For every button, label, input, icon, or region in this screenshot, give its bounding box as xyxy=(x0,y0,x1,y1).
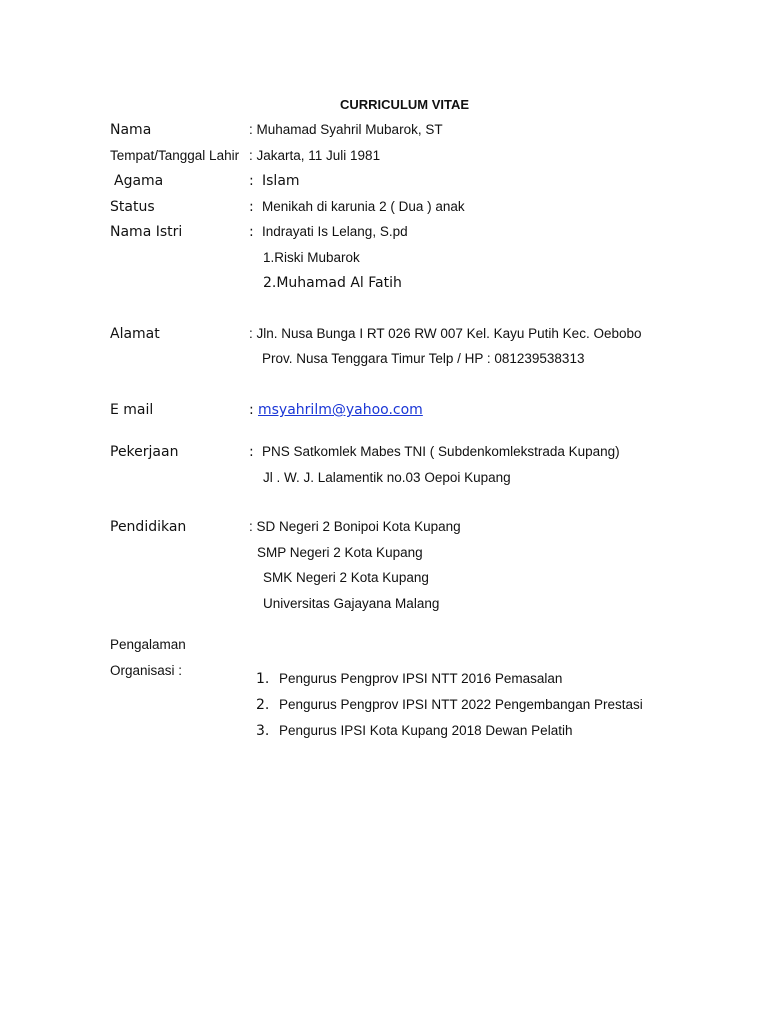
value-pekerjaan-line2: Jl . W. J. Lalamentik no.03 Oepoi Kupang xyxy=(263,470,511,485)
org-item-number: 3. xyxy=(256,723,270,739)
child-2: 2.Muhamad Al Fatih xyxy=(263,275,402,291)
value-nama: : Muhamad Syahril Mubarok, ST xyxy=(249,122,443,137)
education-item: : SD Negeri 2 Bonipoi Kota Kupang xyxy=(249,519,461,534)
value-ttl: : Jakarta, 11 Juli 1981 xyxy=(249,148,381,163)
label-pengalaman: Pengalaman xyxy=(110,637,186,652)
label-agama: Agama xyxy=(114,173,164,189)
value-alamat-line1: : Jln. Nusa Bunga I RT 026 RW 007 Kel. Kayu Putih Kec. Oebobo xyxy=(249,326,642,341)
colon-status: : xyxy=(249,199,254,215)
child-1: 1.Riski Mubarok xyxy=(263,250,360,265)
colon-istri: : xyxy=(249,224,254,240)
org-item-text: Pengurus IPSI Kota Kupang 2018 Dewan Pelatih xyxy=(279,723,573,738)
email-link[interactable]: msyahrilm@yahoo.com xyxy=(258,402,423,418)
label-organisasi: Organisasi : xyxy=(110,663,183,678)
page-title: CURRICULUM VITAE xyxy=(340,97,470,112)
label-alamat: Alamat xyxy=(110,326,160,342)
value-istri: Indrayati Is Lelang, S.pd xyxy=(262,224,408,239)
label-status: Status xyxy=(110,199,155,215)
label-nama: Nama xyxy=(110,122,152,138)
value-status: Menikah di karunia 2 ( Dua ) anak xyxy=(262,199,465,214)
label-istri: Nama Istri xyxy=(110,224,183,240)
value-pekerjaan-line1: PNS Satkomlek Mabes TNI ( Subdenkomlekstrada Kupang) xyxy=(262,444,620,459)
org-item-text: Pengurus Pengprov IPSI NTT 2022 Pengembangan Prestasi xyxy=(279,697,643,712)
org-item-number: 2. xyxy=(256,697,270,713)
education-item: Universitas Gajayana Malang xyxy=(263,596,440,611)
colon-agama: : xyxy=(249,173,254,189)
label-ttl: Tempat/Tanggal Lahir xyxy=(110,148,240,163)
education-item: SMP Negeri 2 Kota Kupang xyxy=(257,545,423,560)
value-agama: Islam xyxy=(262,173,300,189)
colon-email: : xyxy=(249,402,254,418)
education-item: SMK Negeri 2 Kota Kupang xyxy=(263,570,429,585)
label-pekerjaan: Pekerjaan xyxy=(110,444,179,460)
label-pendidikan: Pendidikan xyxy=(110,519,187,535)
org-item-number: 1. xyxy=(256,671,270,687)
value-alamat-line2: Prov. Nusa Tenggara Timur Telp / HP : 081239538313 xyxy=(262,351,585,366)
label-email: E mail xyxy=(110,402,154,418)
colon-pekerjaan: : xyxy=(249,444,254,460)
org-item-text: Pengurus Pengprov IPSI NTT 2016 Pemasalan xyxy=(279,671,563,686)
